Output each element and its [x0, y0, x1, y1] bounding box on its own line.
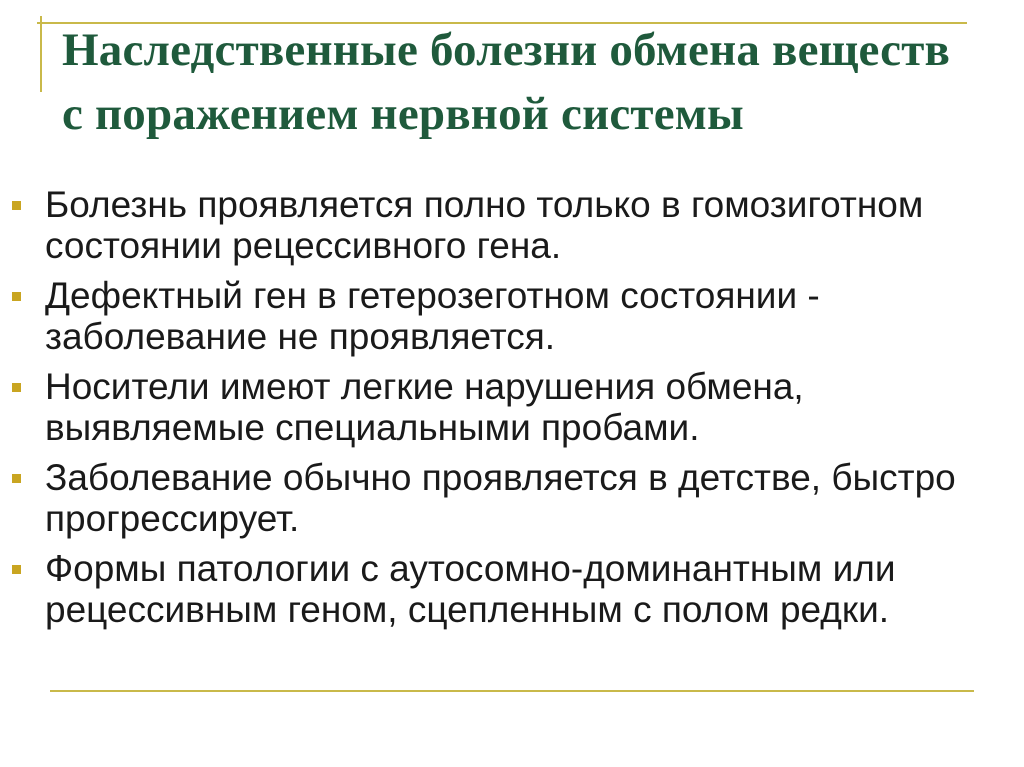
- bullet-item: [12, 548, 1017, 630]
- bullet-text: Дефектный ген в гетерозеготном состоянии - заболевание не проявляется.: [45, 275, 820, 357]
- bullet-text: Болезнь проявляется полно только в гомозиготном состоянии рецессивного гена.: [45, 184, 924, 266]
- bullet-list: [12, 184, 1017, 639]
- bullet-item: [12, 184, 1017, 266]
- bullet-text: Заболевание обычно проявляется в детстве, быстро прогрессирует.: [45, 457, 956, 539]
- square-bullet-icon: [12, 383, 21, 392]
- left-divider: [40, 16, 42, 92]
- bullet-item: [12, 275, 1017, 357]
- bullet-item: [12, 457, 1017, 539]
- square-bullet-icon: [12, 292, 21, 301]
- bullet-item: [12, 366, 1017, 448]
- bottom-divider: [50, 690, 974, 692]
- square-bullet-icon: [12, 201, 21, 210]
- slide-title: Наследственные болезни обмена веществ с поражением нервной системы: [62, 24, 951, 140]
- bullet-text: Носители имеют легкие нарушения обмена, выявляемые специальными пробами.: [45, 366, 804, 448]
- square-bullet-icon: [12, 474, 21, 483]
- square-bullet-icon: [12, 565, 21, 574]
- bullet-text: Формы патологии с аутосомно-доминантным или рецессивным геном, сцепленным с полом редки.: [45, 548, 896, 630]
